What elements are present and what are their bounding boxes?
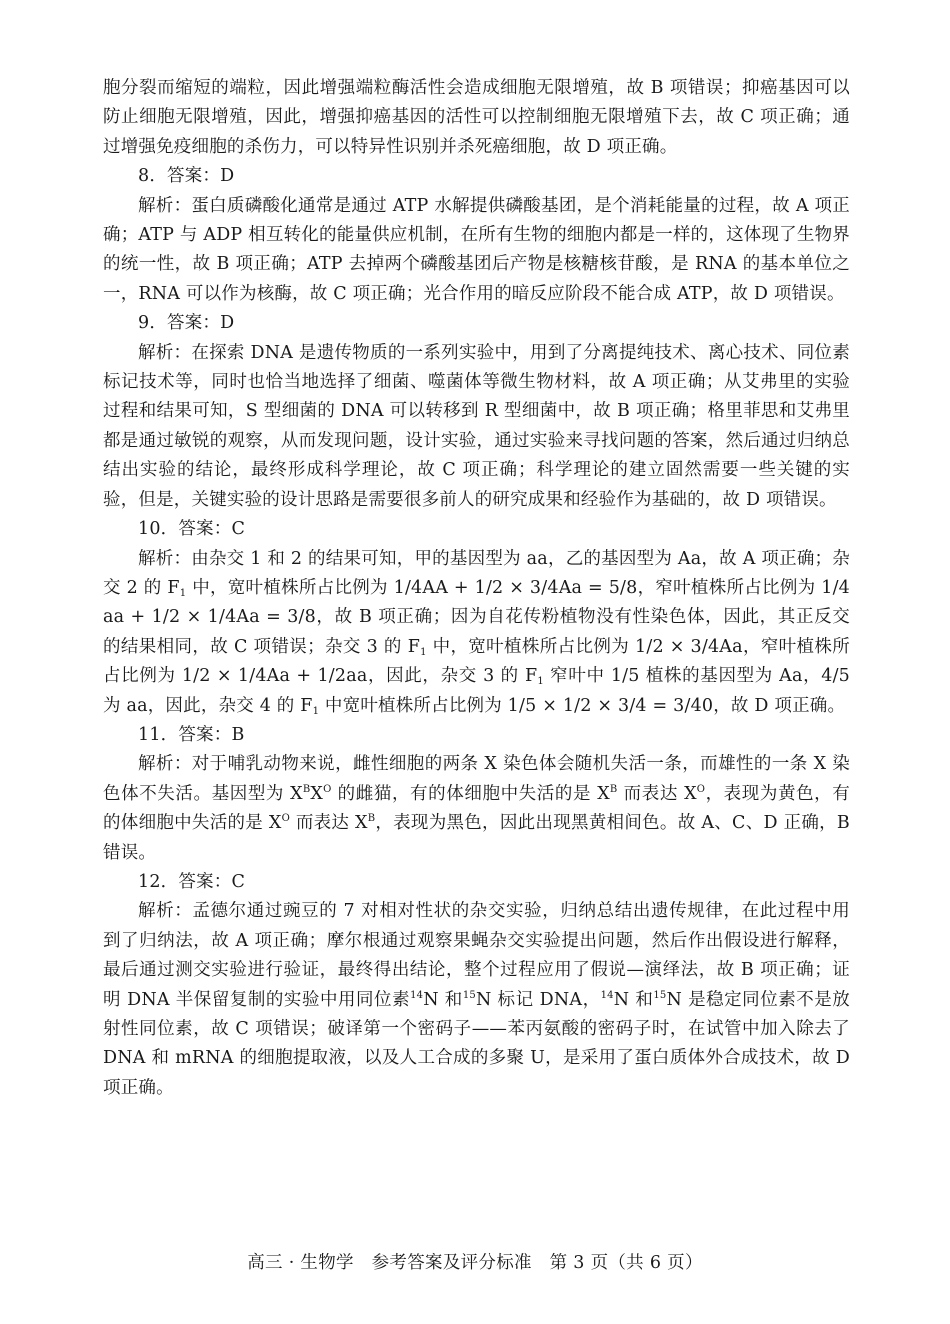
q11-superscript: B (302, 783, 311, 795)
q11-text: ，表现为黑色，因此出现黑黄相间色。故 A、C、D 正确，B 错误。 (103, 813, 850, 863)
q11-superscript: B (609, 783, 618, 795)
q10-analysis (103, 545, 850, 721)
q10-text: 中，宽叶植株所占比例为 1/2 × 3/4Aa，窄叶植株所占比例为 1/2 × 1/4Aa + 1/2aa，因此，杂交 3 的 F (103, 636, 850, 687)
q11-superscript: B (367, 813, 376, 825)
q12-superscript: 14 (600, 989, 614, 1001)
q12-text: 解析：孟德尔通过豌豆的 7 对相对性状的杂交实验，归纳总结出遗传规律，在此过程中用到了归纳法，故 A 项正确；摩尔根通过观察果蝇杂交实验提出问题，然后作出假设进行解释，最后通过测交实验进行验证，最终得出结论，整个过程应用了假说—演绎法，故 B 项正确；证明 DNA 半保留复制的实验中用同位素 (103, 901, 850, 1010)
intro-paragraph: 胞分裂而缩短的端粒，因此增强端粒酶活性会造成细胞无限增殖，故 B 项错误；抑癌基因可以防止细胞无限增殖，因此，增强抑癌基因的活性可以控制细胞无限增殖下去，故 C 项正确；通过增强免疫细胞的杀伤力，可以特异性识别并杀死癌细胞，故 D 项正确。 (103, 78, 850, 157)
q12-analysis (103, 897, 850, 1103)
q12-answer: 12．答案：C (138, 871, 246, 892)
q11-superscript: O (696, 783, 706, 795)
q12-text: N 和 (423, 989, 463, 1010)
q10-text: 中宽叶植株所占比例为 1/5 × 1/2 × 3/4 = 3/40，故 D 项正确。 (319, 695, 846, 716)
page-footer: 高三 · 生物学 参考答案及评分标准 第 3 页（共 6 页） (247, 1253, 703, 1273)
q11-text: 而表达 X (617, 783, 697, 804)
q12-text: N 是稳定同位素不是放射性同位素，故 C 项错误；破译第一个密码子——苯丙氨酸的密码子时，在试管中加入除去了 DNA 和 mRNA 的细胞提取液，以及人工合成的多聚 U，是采用了蛋白质体外合成技术，故 D 项正确。 (103, 989, 850, 1098)
q12-superscript: 15 (462, 989, 476, 1001)
q10-subscript: 1 (179, 587, 187, 599)
q11-answer: 11．答案：B (138, 724, 245, 745)
q11-text: 的雌猫，有的体细胞中失活的是 X (331, 783, 610, 804)
q11-superscript: O (281, 813, 290, 825)
q10-subscript: 1 (537, 676, 544, 688)
q8-answer: 8．答案：D (138, 166, 235, 187)
q12-text: N 和 (613, 989, 654, 1010)
q10-text: 窄叶中 1/5 植株的基因型为 Aa，4/5 为 aa，因此，杂交 4 的 F (103, 666, 850, 716)
q11-text: X (310, 783, 324, 804)
q9-answer: 9．答案：D (138, 313, 235, 334)
q10-subscript: 1 (312, 705, 320, 717)
q8-analysis: 解析：蛋白质磷酸化通常是通过 ATP 水解提供磷酸基团，是个消耗能量的过程，故 A 项正确；ATP 与 ADP 相互转化的能量供应机制，在所有生物的细胞内都是一样的，这体现了生物界的统一性，故 B 项正确；ATP 去掉两个磷酸基团后产物是核糖核苷酸，是 RNA 的基本单位之一，RNA 可以作为核酶，故 C 项正确；光合作用的暗反应阶段不能合成 ATP，故 D 项错误。 (103, 195, 850, 304)
q11-text: 而表达 X (289, 813, 368, 834)
q9-analysis: 解析：在探索 DNA 是遗传物质的一系列实验中，用到了分离提纯技术、离心技术、同位素标记技术等，同时也恰当地选择了细菌、噬菌体等微生物材料，故 A 项正确；从艾弗里的实验过程和结果可知，S 型细菌的 DNA 可以转移到 R 型细菌中，故 B 项正确；格里菲思和艾弗里都是通过敏锐的观察，从而发现问题，设计实验，通过实验来寻找问题的答案，然后通过归纳总结出实验的结论，最终形成科学理论，故 C 项正确；科学理论的建立固然需要一些关键的实验，但是，关键实验的设计思路是需要很多前人的研究成果和经验作为基础的，故 D 项错误。 (103, 342, 850, 510)
q10-text: 解析：由杂交 1 和 2 的结果可知，甲的基因型为 aa，乙的基因型为 Aa，故 A 项正确；杂交 2 的 F (103, 548, 850, 598)
q11-text: ，表现为黄色，有的体细胞中失活的是 X (103, 783, 850, 834)
q11-text: 解析：对于哺乳动物来说，雌性细胞的两条 X 染色体会随机失活一条，而雄性的一条 X 染色体不失活。基因型为 X (103, 754, 850, 804)
q12-text: N 标记 DNA， (475, 989, 601, 1010)
q10-subscript: 1 (420, 646, 427, 658)
q10-answer: 10．答案：C (138, 519, 246, 540)
q12-superscript: 15 (653, 989, 667, 1001)
q12-superscript: 14 (410, 989, 424, 1001)
answer-content (103, 74, 850, 1103)
q10-text: 中，宽叶植株所占比例为 1/4AA + 1/2 × 3/4Aa = 5/8，窄叶植株所占比例为 1/4aa + 1/2 × 1/4Aa = 3/8，故 B 项正确；因为自花传粉植物没有性染色体，因此，其正反交的结果相同，故 C 项错误；杂交 3 的 F (103, 577, 850, 657)
q11-analysis (103, 750, 850, 868)
q11-superscript: O (323, 783, 332, 795)
